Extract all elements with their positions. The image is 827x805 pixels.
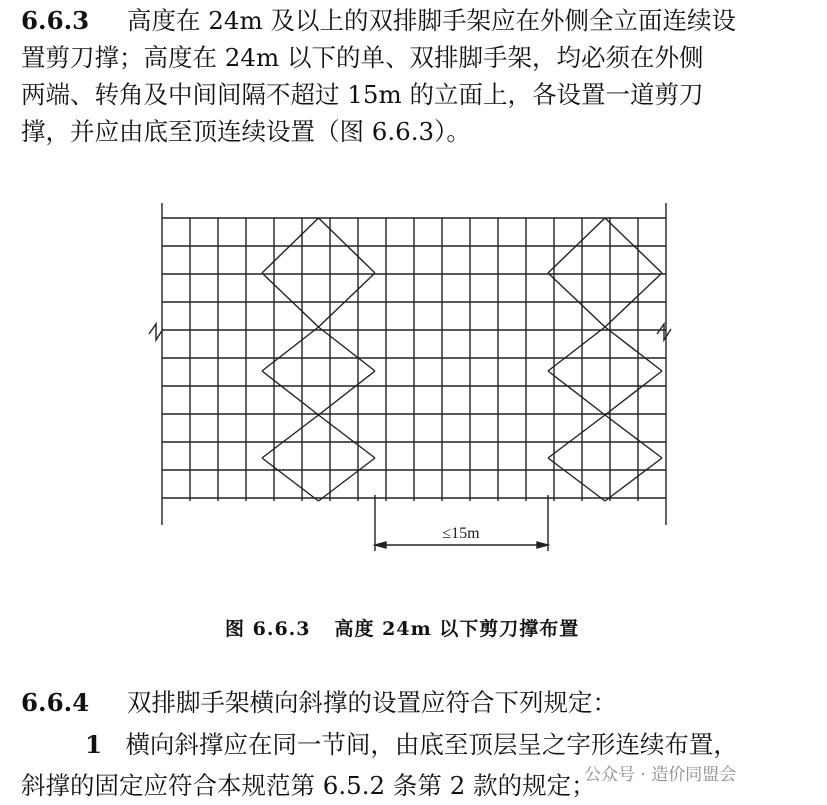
scissor-brace [319, 458, 376, 501]
scissor-brace [548, 327, 605, 371]
watermark: 公众号 · 造价同盟会 [584, 765, 737, 785]
clause-heading: 双排脚手架横向斜撑的设置应符合下列规定： [127, 688, 617, 717]
scissor-brace [605, 273, 662, 327]
scaffold-grid [162, 203, 666, 525]
break-marks [149, 324, 671, 340]
clause-line-3: 两端、转角及中间间隔不超过 15m 的立面上，各设置一道剪刀 [21, 80, 704, 109]
scissor-brace [548, 371, 605, 415]
scissor-brace [262, 273, 319, 327]
break-mark-right [657, 324, 671, 340]
scissor-brace [319, 371, 376, 415]
scissor-brace [319, 415, 376, 458]
clause-line-2: 置剪刀撑；高度在 24m 以下的单、双排脚手架，均必须在外侧 [21, 43, 704, 72]
dimension-label: ≤15m [442, 525, 480, 542]
scissor-brace [548, 273, 605, 327]
figure-caption [225, 614, 579, 641]
item-1-line-2: 斜撑的固定应符合本规范第 6.5.2 条第 2 款的规定； [21, 771, 596, 800]
scissor-braces [262, 218, 662, 501]
clause-line-1: 6.6.3 高度在 24m 及以上的双排脚手架应在外侧全立面连续设 [21, 2, 736, 39]
scissor-brace [548, 415, 605, 458]
scissor-brace [262, 371, 319, 415]
scissor-brace [548, 458, 605, 501]
scissor-brace [262, 327, 319, 371]
item-1-line-1: 1 横向斜撑应在同一节间，由底至顶层呈之字形连续布置， [85, 730, 738, 759]
spacing-dimension [375, 495, 548, 551]
scissor-brace [605, 458, 662, 501]
scissor-brace [605, 371, 662, 415]
clause-number: 6.6.4 [21, 688, 90, 717]
clause-6-6-4 [21, 684, 617, 721]
item-number: 1 [85, 730, 103, 759]
scissor-brace [605, 327, 662, 371]
scissor-brace [319, 327, 376, 371]
scaffold-elevation-figure [0, 195, 827, 605]
scissor-brace [605, 415, 662, 458]
scissor-brace [319, 273, 376, 327]
clause-6-6-3 [21, 2, 736, 150]
caption-text: 高度 24m 以下剪刀撑布置 [334, 618, 580, 640]
caption-number: 图 6.6.3 [225, 618, 311, 640]
clause-number: 6.6.3 [21, 6, 90, 35]
dim-arrow-right [537, 542, 548, 548]
scissor-brace [262, 415, 319, 458]
clause-line-4: 撑，并应由底至顶连续设置（图 6.6.3）。 [21, 117, 471, 146]
dim-arrow-left [375, 542, 386, 548]
break-mark-left [149, 324, 163, 340]
scissor-brace [262, 458, 319, 501]
